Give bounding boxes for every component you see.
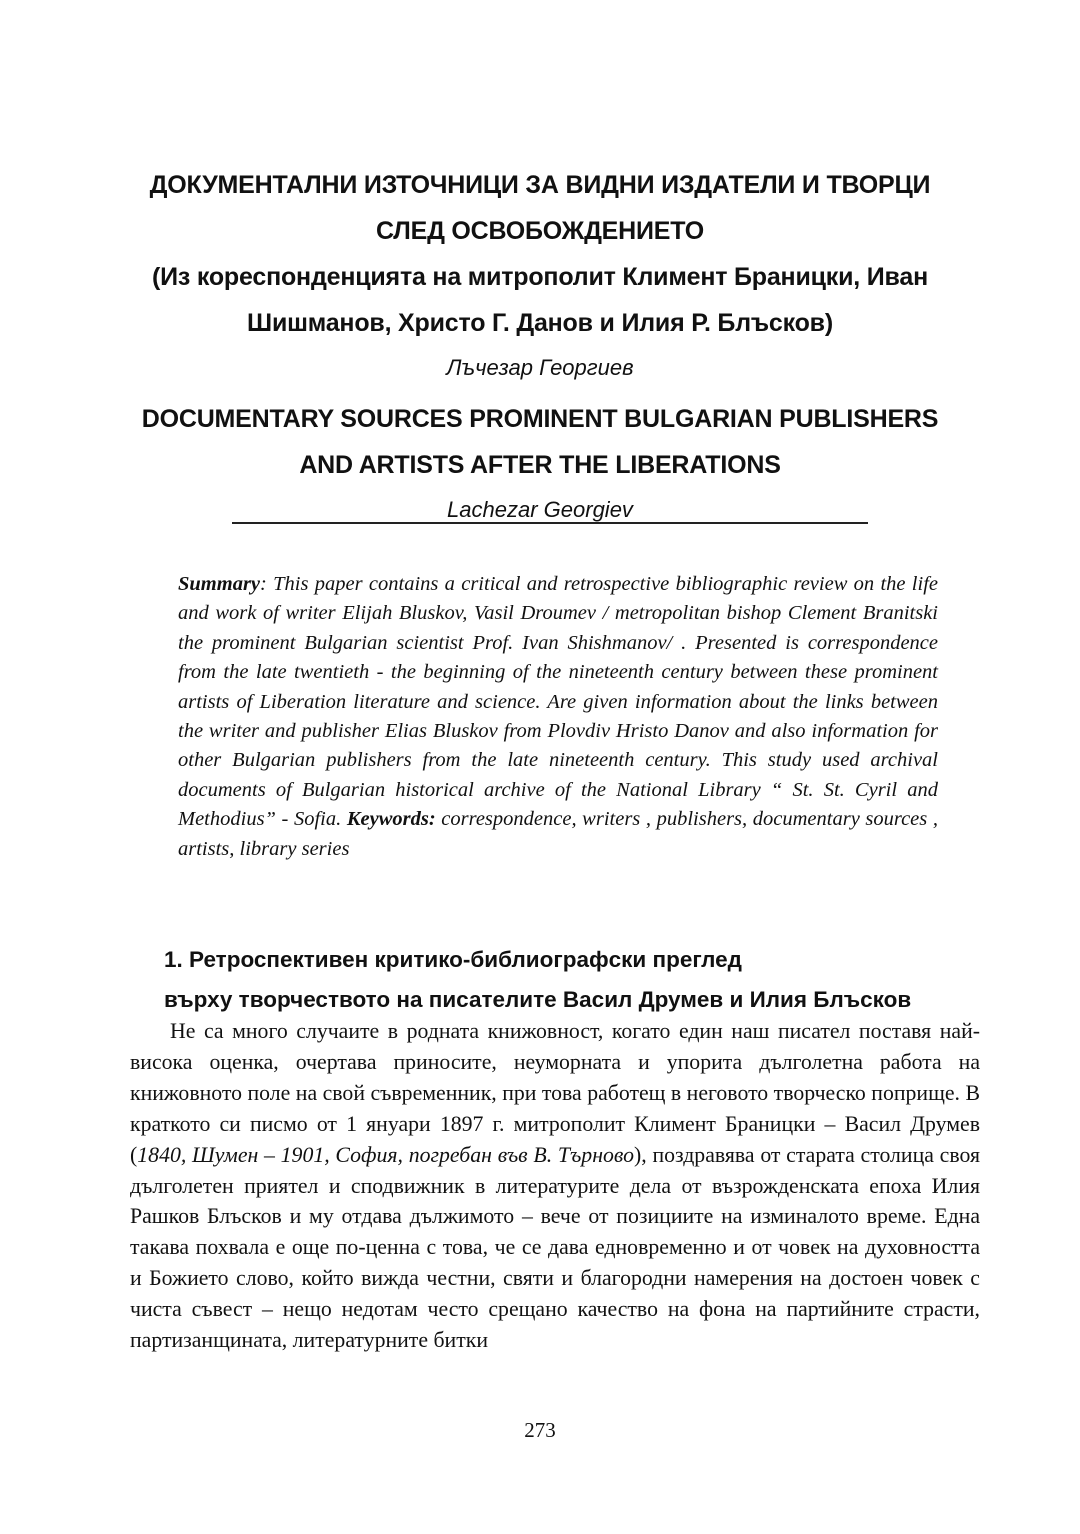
page-number: 273 — [524, 1418, 556, 1442]
body-paragraph — [130, 1016, 980, 1356]
keywords-label: Keywords: — [346, 808, 436, 831]
title-divider — [232, 522, 868, 524]
body-text — [130, 1016, 980, 1356]
body-text-italic: 1840, Шумен – 1901, София, погребан във В. Търново — [137, 1142, 634, 1167]
title-bg-line-2: СЛЕД ОСВОБОЖДЕНИЕТО — [376, 217, 704, 245]
title-block — [120, 162, 960, 532]
summary-block — [178, 570, 938, 864]
subtitle-bg-line-2: Шишманов, Христо Г. Данов и Илия Р. Блъсков) — [247, 309, 833, 337]
summary-paragraph — [178, 570, 938, 864]
section-heading-line-1: 1. Ретроспективен критико-библиографски преглед — [164, 947, 742, 972]
author-en: Lachezar Georgiev — [447, 497, 633, 522]
section-heading — [164, 940, 994, 1020]
author-bg: Лъчезар Георгиев — [446, 355, 634, 380]
keywords-text: correspondence, writers , publishers, documentary sources , artists, library series — [178, 808, 938, 860]
body-text-part-2: ), поздравява от старата столица своя дълголетен приятел и сподвижник в литературите дела от възрожденската епоха Илия Рашков Блъсков и му отдава дължимото – вече от позициите на изминалото време. Една такава похвала е още по-ценна с това, че се дава едновременно и от човек на духовността и Божието слово, който вижда честни, святи и благородни намерения на достоен човек с чиста съвест – нещо недотам често срещано качество на фона на партийните страсти, партизанщината, литературните битки — [130, 1142, 980, 1353]
section-heading-line-2: върху творчеството на писателите Васил Друмев и Илия Блъсков — [164, 987, 912, 1012]
title-en-line-2: AND ARTISTS AFTER THE LIBERATIONS — [299, 451, 781, 479]
body-text-part-1: Не са много случаите в родната книжовност, когато един наш писател поставя най-висока оценка, очертава приносите, неуморната и упорита дълголетна работа на книжовното поле на свой съвременник, при това работещ в неговото творческо поприще. В краткото си писмо от 1 януари 1897 г. митрополит Климент Браницки – Васил Друмев ( — [130, 1019, 980, 1167]
title-en-line-1: DOCUMENTARY SOURCES PROMINENT BULGARIAN PUBLISHERS — [141, 405, 939, 433]
summary-label: Summary — [178, 573, 261, 595]
subtitle-bg-line-1: (Из кореспонденцията на митрополит Климент Браницки, Иван — [152, 263, 928, 291]
summary-text: : This paper contains a critical and retrospective bibliographic review on the life and work of writer Elijah Bluskov, Vasil Droumev / metropolitan bishop Clement Branitski the prominent Bulgarian scientist Prof. Ivan Shishmanov/ . Presented is correspondence from the late twentieth - the beginning of the nineteenth century between these prominent artists of Liberation literature and science. Are given information about the links between the writer and publisher Elias Bluskov from Plovdiv Hristo Danov and also information for other Bulgarian publishers from the late nineteenth century. This study used archival documents of Bulgarian historical archive of the National Library “ St. St. Cyril and Methodius” - Sofia. — [178, 573, 938, 831]
title-bg-line-1: ДОКУМЕНТАЛНИ ИЗТОЧНИЦИ ЗА ВИДНИ ИЗДАТЕЛИ И ТВОРЦИ — [149, 171, 931, 199]
